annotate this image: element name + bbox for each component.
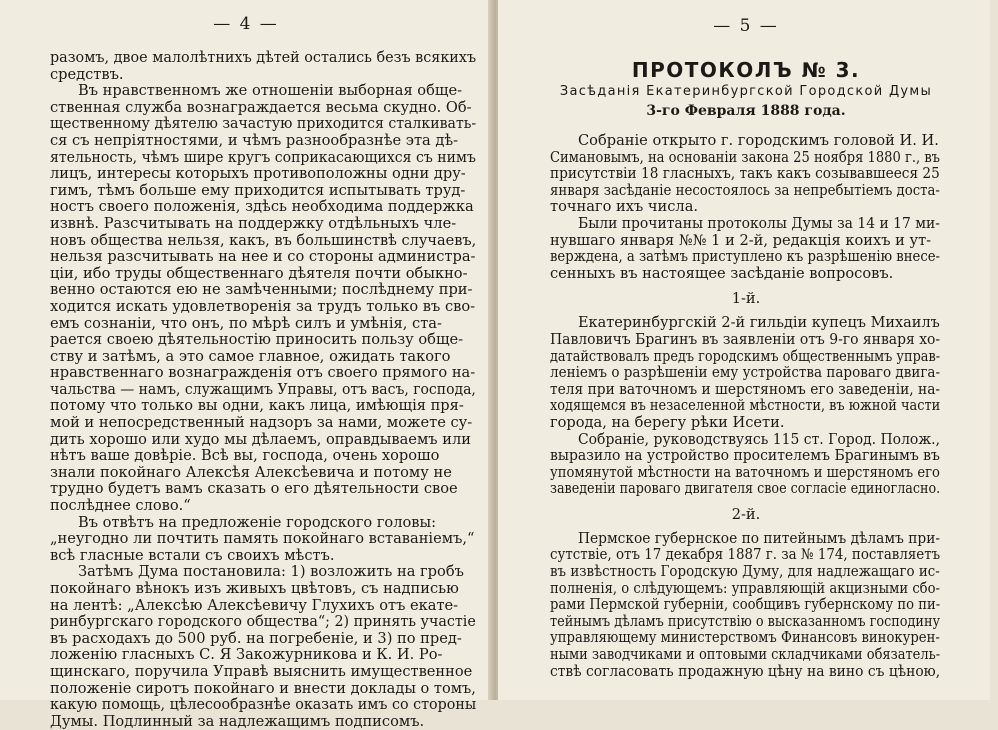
text-line: нравственнаго вознагражденія отъ своего прямого на- bbox=[50, 364, 476, 382]
text-line: тейнымъ дѣламъ присутствію о высказанномъ господину bbox=[550, 612, 941, 630]
left-page-text bbox=[50, 50, 478, 730]
section-heading-1: 1-й. bbox=[731, 290, 761, 308]
text-line: нѣтъ ваше довѣріе. Всѣ вы, господа, очень хорошо bbox=[50, 447, 440, 465]
text-line: „неугодно ли почтить память покойнаго вставаніемъ,“ bbox=[50, 530, 475, 548]
text-line: положеніе сиротъ покойнаго и внести доклады о томъ, bbox=[50, 679, 476, 697]
text-line: въ расходахъ до 500 руб. на погребеніе, и 3) по пред- bbox=[50, 629, 462, 647]
text-line: ринбургскаго городского общества“; 2) принять участіе bbox=[50, 613, 476, 631]
text-line: гимъ, тѣмъ больше ему приходится испытывать труд- bbox=[50, 181, 466, 199]
text-line: ся съ непріятностями, и чѣмъ разнообразнѣе эта дѣ- bbox=[50, 131, 459, 149]
text-line: ностъ своего положенія, здѣсь необходима поддержка bbox=[50, 198, 474, 216]
text-line: ходящемся въ незаселенной мѣстности, въ южной части bbox=[550, 397, 941, 415]
text-line: Екатеринбургскій 2-й гильдіи купецъ Михаилъ bbox=[578, 314, 940, 332]
text-line: ственная служба вознаграждается весьма скудно. Об- bbox=[50, 98, 472, 116]
text-line: щественному дѣятелю зачастую приходится сталкивать- bbox=[50, 115, 477, 133]
text-line: Думы. Подлинный за надлежащимъ подписомъ. bbox=[50, 712, 425, 730]
text-line: ходится искать удовлетворенія за трудъ только въ сво- bbox=[50, 297, 476, 315]
text-line: всѣ гласные встали съ своихъ мѣстъ. bbox=[50, 546, 335, 564]
section-2-text bbox=[550, 531, 942, 680]
text-line: выразило на устройство просителемъ Брагинымъ въ bbox=[550, 447, 940, 465]
text-line: ятельность, чѣмъ шире кругъ соприкасающихся съ нимъ bbox=[50, 148, 476, 166]
text-line: сенныхъ въ настоящее засѣданіе вопросовъ. bbox=[550, 264, 894, 282]
protocol-title: ПРОТОКОЛЪ № 3. bbox=[631, 58, 861, 82]
text-line: полненія, о слѣдующемъ: управляющій акцизными сбо- bbox=[550, 579, 940, 597]
right-page bbox=[498, 0, 990, 700]
text-line: нувшаго января №№ 1 и 2-й, редакція коихъ и ут- bbox=[550, 231, 932, 249]
text-line: Собраніе открыто г. городскимъ головой И. И. bbox=[578, 132, 939, 149]
text-line: ными заводчиками и оптовыми складчиками обязатель- bbox=[550, 646, 941, 664]
text-line: покойнаго вѣнокъ изъ живыхъ цвѣтовъ, съ надписью bbox=[50, 580, 459, 597]
text-line: нельзя разсчитывать на нее и со стороны администра- bbox=[50, 248, 476, 266]
text-line: емъ сознаніи, что онъ, по мѣрѣ силъ и умѣнія, ста- bbox=[50, 314, 442, 332]
text-line: Павловичъ Брагинъ въ заявленіи отъ 9-го января хо- bbox=[550, 330, 941, 348]
text-line: ложенію гласныхъ С. Я Закожурникова и К. И. Ро- bbox=[50, 646, 443, 664]
text-line: заведеніи пароваго двигателя свое согласіе единогласно. bbox=[550, 480, 941, 498]
text-line: рами Пермской губерніи, сообщивъ губернскому по пи- bbox=[550, 596, 941, 614]
text-line: упомянутой мѣстности на ваточномъ и шерстяномъ его bbox=[550, 463, 940, 481]
text-line: знали покойнаго Алексѣя Алексѣевича и потому не bbox=[50, 463, 452, 481]
page-number: — 4 — bbox=[213, 14, 279, 34]
left-page bbox=[0, 0, 492, 730]
text-line: дить хорошо или худо мы дѣлаемъ, оправдываемъ или bbox=[50, 430, 471, 448]
text-line: теля при ваточномъ и шерстяномъ его заведеніи, на- bbox=[550, 380, 941, 398]
text-line: Собраніе, руководствуясь 115 ст. Город. Полож., bbox=[578, 430, 941, 448]
text-line: Въ нравственномъ же отношеніи выборная обще- bbox=[78, 82, 463, 100]
text-line: ству и затѣмъ, а это самое главное, ожидать такого bbox=[50, 347, 451, 365]
text-line: извнѣ. Разсчитывать на поддержку отдѣльныхъ чле- bbox=[50, 214, 457, 232]
text-line: Были прочитаны протоколы Думы за 14 и 17 ми- bbox=[578, 214, 941, 232]
text-line: Симановымъ, на основаніи закона 25 ноября 1880 г., въ bbox=[550, 148, 941, 166]
protocol-subtitle: Засѣданія Екатеринбургской Городской Думы bbox=[559, 84, 933, 99]
text-line: Пермское губернское по питейнымъ дѣламъ при- bbox=[578, 529, 941, 547]
text-line: сутствіе, отъ 17 декабря 1887 г. за № 174, поставляетъ bbox=[550, 546, 941, 564]
protocol-date: 3-го Февраля 1888 года. bbox=[646, 103, 846, 119]
text-line: присутствіи 18 гласныхъ, такъ какъ созывавшееся 25 bbox=[550, 165, 940, 183]
text-line: Затѣмъ Дума постановила: 1) возложить на гробъ bbox=[78, 563, 464, 581]
text-line: управляющему министерствомъ Финансовъ винокурен- bbox=[550, 629, 940, 647]
text-line: точнаго ихъ числа. bbox=[550, 198, 699, 216]
section-1-text bbox=[550, 315, 942, 498]
text-line: венно остаются ею не замѣченными; послѣднему при- bbox=[50, 281, 473, 299]
text-line: лицъ, интересы которыхъ противоположны одни дру- bbox=[50, 165, 466, 183]
text-line: средствъ. bbox=[50, 65, 124, 83]
text-line: на лентѣ: „Алексѣю Алексѣевичу Глухихъ отъ екате- bbox=[50, 596, 459, 614]
text-line: чальства — намъ, служащимъ Управы, отъ васъ, господа, bbox=[50, 380, 476, 398]
text-line: потому что только вы одни, какъ лица, имѣющія пря- bbox=[50, 397, 464, 415]
text-line: послѣднее слово.“ bbox=[50, 497, 191, 515]
intro-paragraphs bbox=[550, 133, 942, 282]
text-line: какую помощь, цѣлесообразнѣе оказать имъ со стороны bbox=[50, 696, 477, 714]
text-line: мой и непосредственный надзоръ за нами, можете су- bbox=[50, 414, 473, 432]
text-line: ствѣ согласовать продажную цѣну на вино съ цѣною, bbox=[550, 662, 941, 680]
text-line: леніемъ о разрѣшеніи ему устройства пароваго двига- bbox=[550, 364, 941, 382]
text-line: датайствовалъ предъ городскимъ общественнымъ управ- bbox=[550, 347, 941, 365]
text-line: рается своею дѣятельностію приносить пользу обще- bbox=[50, 331, 464, 349]
text-line: ціи, ибо труды общественнаго дѣятеля почти обыкно- bbox=[50, 264, 468, 282]
text-line: разомъ, двое малолѣтнихъ дѣтей остались безъ всякихъ bbox=[50, 49, 477, 66]
text-line: щинскаго, поручила Управѣ выяснить имущественное bbox=[50, 662, 473, 680]
text-line: трудно будетъ вамъ сказать о его дѣятельности свое bbox=[50, 480, 458, 498]
text-line: новъ общества нельзя, какъ, въ большинствѣ случаевъ, bbox=[50, 231, 477, 249]
text-line: города, на берегу рѣки Исети. bbox=[550, 413, 785, 431]
text-line: въ извѣстность Городскую Думу, для надлежащаго ис- bbox=[550, 563, 940, 581]
section-heading-2: 2-й. bbox=[731, 505, 761, 523]
page-number: — 5 — bbox=[713, 16, 779, 36]
text-line: верждена, а затѣмъ приступлено къ разрѣшенію внесе- bbox=[550, 248, 941, 266]
text-line: января засѣданіе несостоялось за непребытіемъ доста- bbox=[550, 181, 940, 199]
text-line: Въ отвѣтъ на предложеніе городского головы: bbox=[78, 513, 437, 531]
